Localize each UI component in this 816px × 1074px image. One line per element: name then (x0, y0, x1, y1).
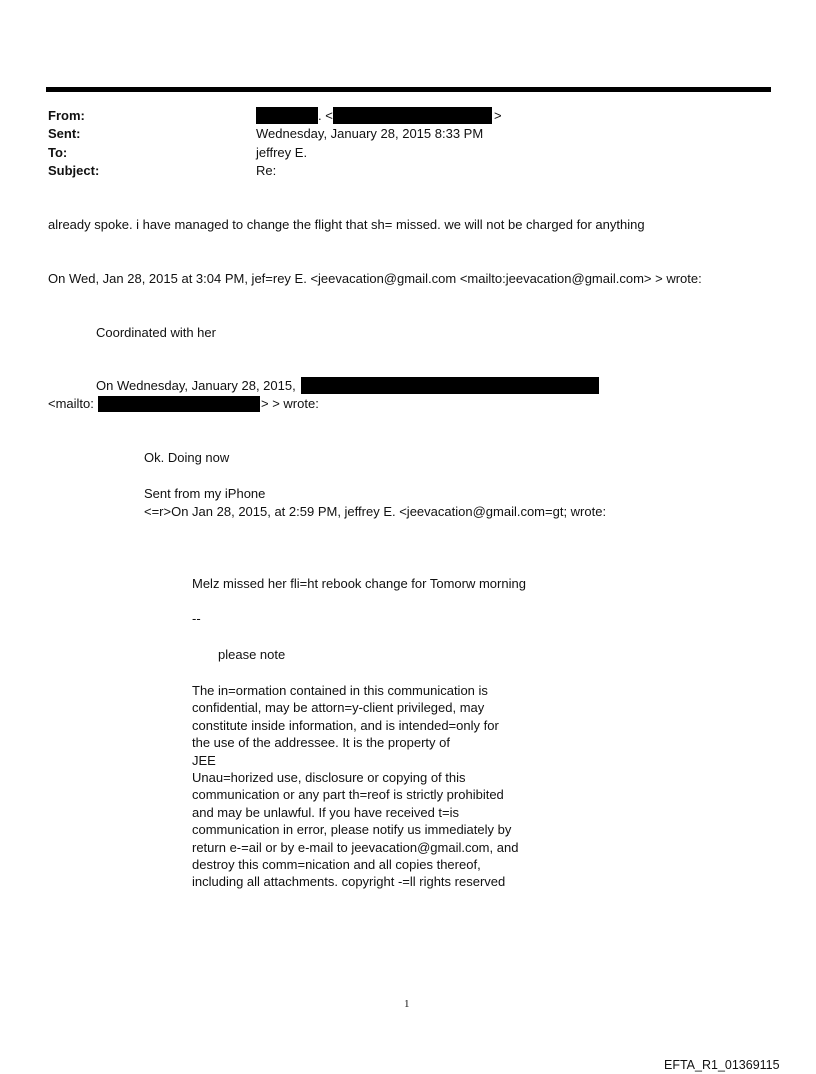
quote2-line1: Ok. Doing now (144, 450, 230, 465)
signature-dashes: -- (192, 611, 201, 626)
quote2-wrote: > > wrote: (261, 396, 319, 411)
from-value-end: > (494, 108, 502, 123)
disclaimer-line: communication in error, please notify us immediately by (192, 822, 512, 838)
sent-label: Sent: (48, 126, 81, 141)
from-label: From: (48, 108, 85, 123)
to-label: To: (48, 145, 68, 160)
page-number: 1 (404, 998, 410, 1010)
disclaimer-line: confidential, may be attorn=y-client privileged, may (192, 700, 485, 716)
disclaimer-line: and may be unlawful. If you have received t=is (192, 804, 460, 820)
quote1-attribution: On Wed, Jan 28, 2015 at 3:04 PM, jef=rey E. <jeevacation@gmail.com <mailto:jeevacation@gmail.com> > wrote: (48, 271, 702, 286)
quote2-attribution: On Wednesday, January 28, 2015, (96, 378, 296, 393)
subject-label: Subject: (48, 163, 100, 178)
please-note: please note (218, 647, 286, 662)
to-value: jeffrey E. (256, 145, 308, 160)
disclaimer-line: JEE (192, 752, 216, 768)
quote2-mailto: <mailto: (48, 396, 94, 411)
redaction-block (333, 107, 492, 124)
from-value-mid: . < (318, 108, 333, 123)
disclaimer-line: the use of the addressee. It is the property of (192, 735, 450, 751)
disclaimer-line: The in=ormation contained in this communication is (192, 683, 488, 698)
redaction-block (256, 107, 318, 124)
disclaimer-line: communication or any part th=reof is strictly prohibited (192, 787, 504, 803)
disclaimer-line: including all attachments. copyright -=ll rights reserved (192, 874, 506, 890)
disclaimer-line: Unau=horized use, disclosure or copying of this (192, 770, 466, 786)
subject-value: Re: (256, 163, 277, 178)
sent-value: Wednesday, January 28, 2015 8:33 PM (256, 126, 484, 141)
quote2-line3: <=r>On Jan 28, 2015, at 2:59 PM, jeffrey E. <jeevacation@gmail.com=gt; wrote: (144, 504, 607, 519)
redaction-block (98, 396, 260, 412)
header-rule (46, 87, 771, 92)
disclaimer-line: constitute inside information, and is intended=only for (192, 717, 499, 733)
reply-text: already spoke. i have managed to change the flight that sh= missed. we will not be charged for anything (48, 217, 645, 232)
disclaimer-line: return e-=ail or by e-mail to jeevacation@gmail.com, and (192, 839, 519, 855)
disclaimer-line: destroy this comm=nication and all copies thereof, (192, 857, 481, 873)
disclaimer (192, 682, 518, 891)
quote3-text: Melz missed her fli=ht rebook change for Tomorw morning (192, 576, 526, 591)
redaction-block (301, 377, 599, 394)
quote2-line2: Sent from my iPhone (144, 486, 266, 501)
quote1-text: Coordinated with her (96, 325, 216, 340)
document-id: EFTA_R1_01369115 (664, 1058, 780, 1072)
